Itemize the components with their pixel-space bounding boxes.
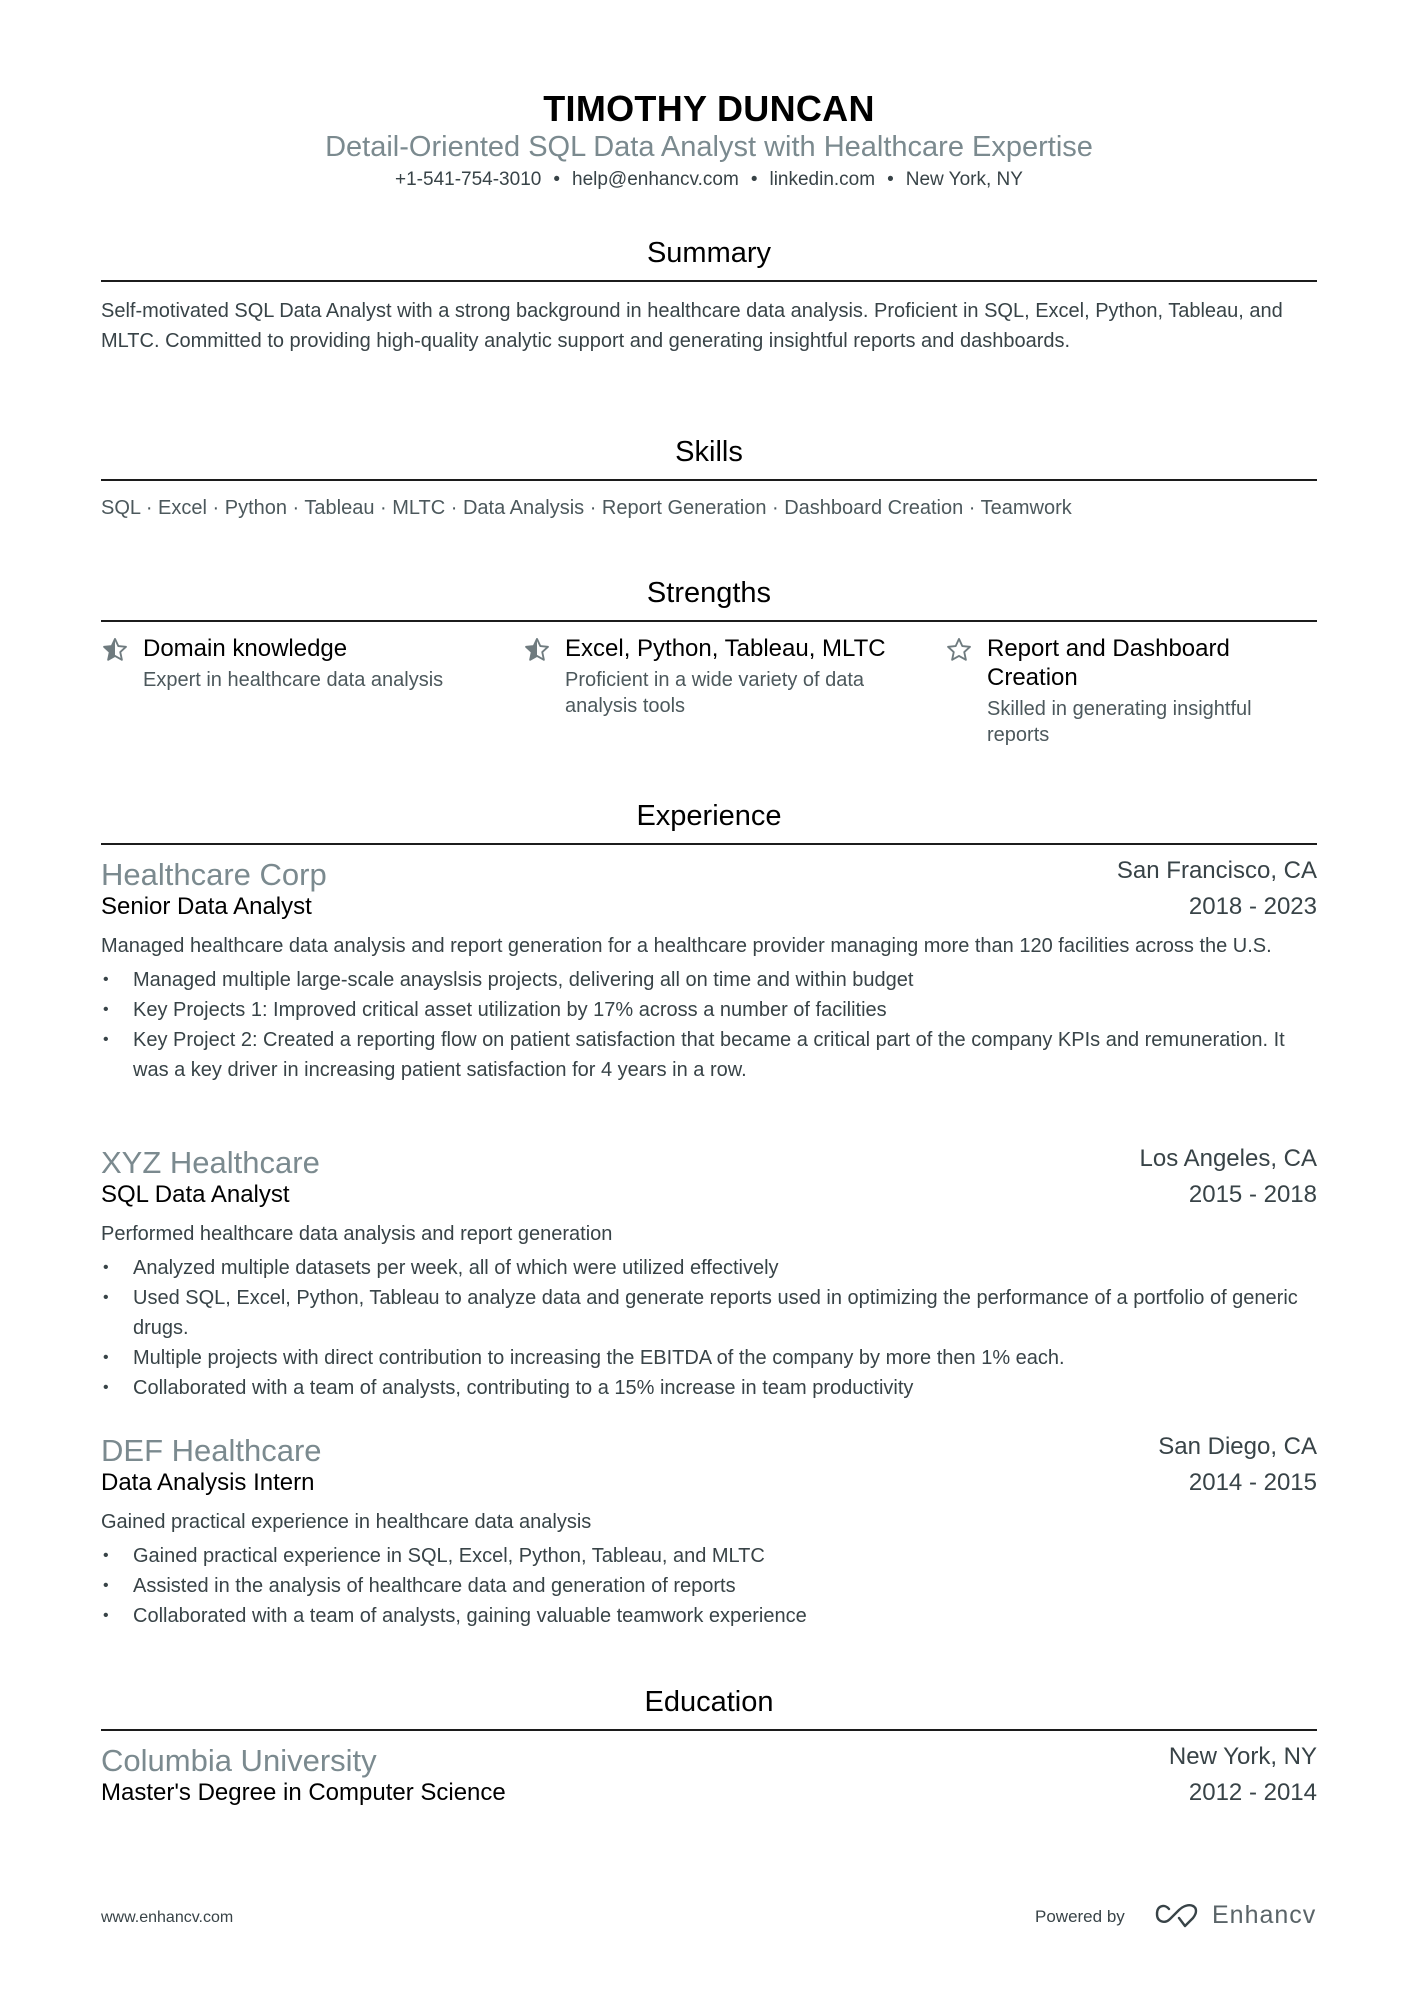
education-entry <box>101 1743 1317 1813</box>
strength-item <box>945 634 1315 748</box>
strength-item <box>523 634 893 719</box>
section-divider <box>101 280 1317 282</box>
section-title-experience: Experience <box>636 800 782 832</box>
contact-line <box>101 169 1317 191</box>
strength-title: Domain knowledge <box>143 635 348 662</box>
strength-title: Excel, Python, Tableau, MLTC <box>565 635 886 662</box>
strength-description: Proficient in a wide variety of data analysis tools <box>565 669 865 717</box>
strength-description: Skilled in generating insightful reports <box>987 698 1252 746</box>
education-dates: 2012 - 2014 <box>1188 1779 1317 1806</box>
contact-phone[interactable]: +1-541-754-3010 <box>395 169 542 190</box>
strength-description: Expert in healthcare data analysis <box>143 669 444 691</box>
bullet-item: • Collaborated with a team of analysts, contributing to a 15% increase in team productivity <box>101 1373 1317 1403</box>
bullet-item: • Multiple projects with direct contribution to increasing the EBITDA of the company by more then 1% each. <box>101 1343 1317 1373</box>
job-location: San Diego, CA <box>1158 1433 1317 1460</box>
bullet-item: • Gained practical experience in SQL, Excel, Python, Tableau, and MLTC <box>101 1541 1317 1571</box>
section-divider <box>101 1729 1317 1731</box>
bullet-item: • Managed multiple large-scale anayslsis projects, delivering all on time and within budget <box>101 965 1317 995</box>
job-dates: 2015 - 2018 <box>1188 1181 1317 1208</box>
footer-url[interactable]: www.enhancv.com <box>101 1909 234 1926</box>
company-name: XYZ Healthcare <box>101 1145 320 1180</box>
bullet-item: • Analyzed multiple datasets per week, all of which were utilized effectively <box>101 1253 1317 1283</box>
job-location: Los Angeles, CA <box>1139 1145 1317 1172</box>
section-divider <box>101 479 1317 481</box>
job-bullets <box>101 1253 1317 1403</box>
contact-separator: • <box>750 169 758 190</box>
skills-list: SQL · Excel · Python · Tableau · MLTC · Data Analysis · Report Generation · Dashboard Creation · Teamwork <box>101 497 1072 519</box>
bullet-item: • Assisted in the analysis of healthcare data and generation of reports <box>101 1571 1317 1601</box>
section-divider <box>101 843 1317 845</box>
summary-text: Self-motivated SQL Data Analyst with a strong background in healthcare data analysis. Proficient in SQL, Excel, Python, Tableau, and MLTC. Committed to providing high-quality analytic support and generating insightful reports and dashboards. <box>101 300 1283 352</box>
bullet-item: • Used SQL, Excel, Python, Tableau to analyze data and generate reports used in optimizing the performance of a portfolio of generic drugs. <box>101 1283 1317 1343</box>
school-name: Columbia University <box>101 1743 377 1778</box>
enhancv-brand[interactable]: Enhancv <box>1212 1901 1317 1929</box>
job-role: Senior Data Analyst <box>101 893 312 920</box>
company-name: Healthcare Corp <box>101 857 327 892</box>
section-title-summary: Summary <box>646 237 772 269</box>
job-bullets <box>101 1541 1317 1631</box>
contact-linkedin[interactable]: linkedin.com <box>769 169 876 190</box>
job-dates: 2014 - 2015 <box>1188 1469 1317 1496</box>
contact-email[interactable]: help@enhancv.com <box>572 169 739 190</box>
school-location: New York, NY <box>1168 1743 1317 1770</box>
job-bullets <box>101 965 1317 1085</box>
strength-title: Report and Dashboard Creation <box>987 635 1230 691</box>
section-title-strengths: Strengths <box>646 577 772 609</box>
experience-entry <box>101 1433 1317 1631</box>
candidate-name: TIMOTHY DUNCAN <box>543 88 875 129</box>
job-dates: 2018 - 2023 <box>1188 893 1317 920</box>
job-role: SQL Data Analyst <box>101 1181 290 1208</box>
section-title-skills: Skills <box>675 436 743 468</box>
job-role: Data Analysis Intern <box>101 1469 315 1496</box>
experience-entry <box>101 857 1317 1085</box>
bullet-item: • Key Projects 1: Improved critical asset utilization by 17% across a number of facilities <box>101 995 1317 1025</box>
job-location: San Francisco, CA <box>1116 857 1317 884</box>
candidate-title: Detail-Oriented SQL Data Analyst with Healthcare Expertise <box>325 131 1093 163</box>
strength-item <box>101 634 471 693</box>
job-description: Performed healthcare data analysis and report generation <box>101 1223 613 1245</box>
powered-by-label: Powered by <box>1035 1907 1125 1926</box>
bullet-item: • Collaborated with a team of analysts, gaining valuable teamwork experience <box>101 1601 1317 1631</box>
bullet-item: • Key Project 2: Created a reporting flow on patient satisfaction that became a critical part of the company KPIs and remuneration. It was a key driver in increasing patient satisfaction for 4 years in a row. <box>101 1025 1317 1085</box>
star-half-icon <box>523 636 551 664</box>
job-description: Gained practical experience in healthcare data analysis <box>101 1511 592 1533</box>
star-half-icon <box>101 636 129 664</box>
contact-separator: • <box>887 169 894 190</box>
section-title-education: Education <box>644 1686 774 1718</box>
contact-separator: • <box>553 169 560 190</box>
section-divider <box>101 620 1317 622</box>
degree: Master's Degree in Computer Science <box>101 1779 506 1806</box>
experience-entry <box>101 1145 1317 1403</box>
enhancv-logo-icon[interactable] <box>1153 1900 1203 1930</box>
star-outline-icon <box>945 636 973 664</box>
job-description: Managed healthcare data analysis and report generation for a healthcare provider managing more than 120 facilities across the U.S. <box>101 935 1272 957</box>
company-name: DEF Healthcare <box>101 1433 322 1468</box>
contact-location: New York, NY <box>905 169 1023 190</box>
